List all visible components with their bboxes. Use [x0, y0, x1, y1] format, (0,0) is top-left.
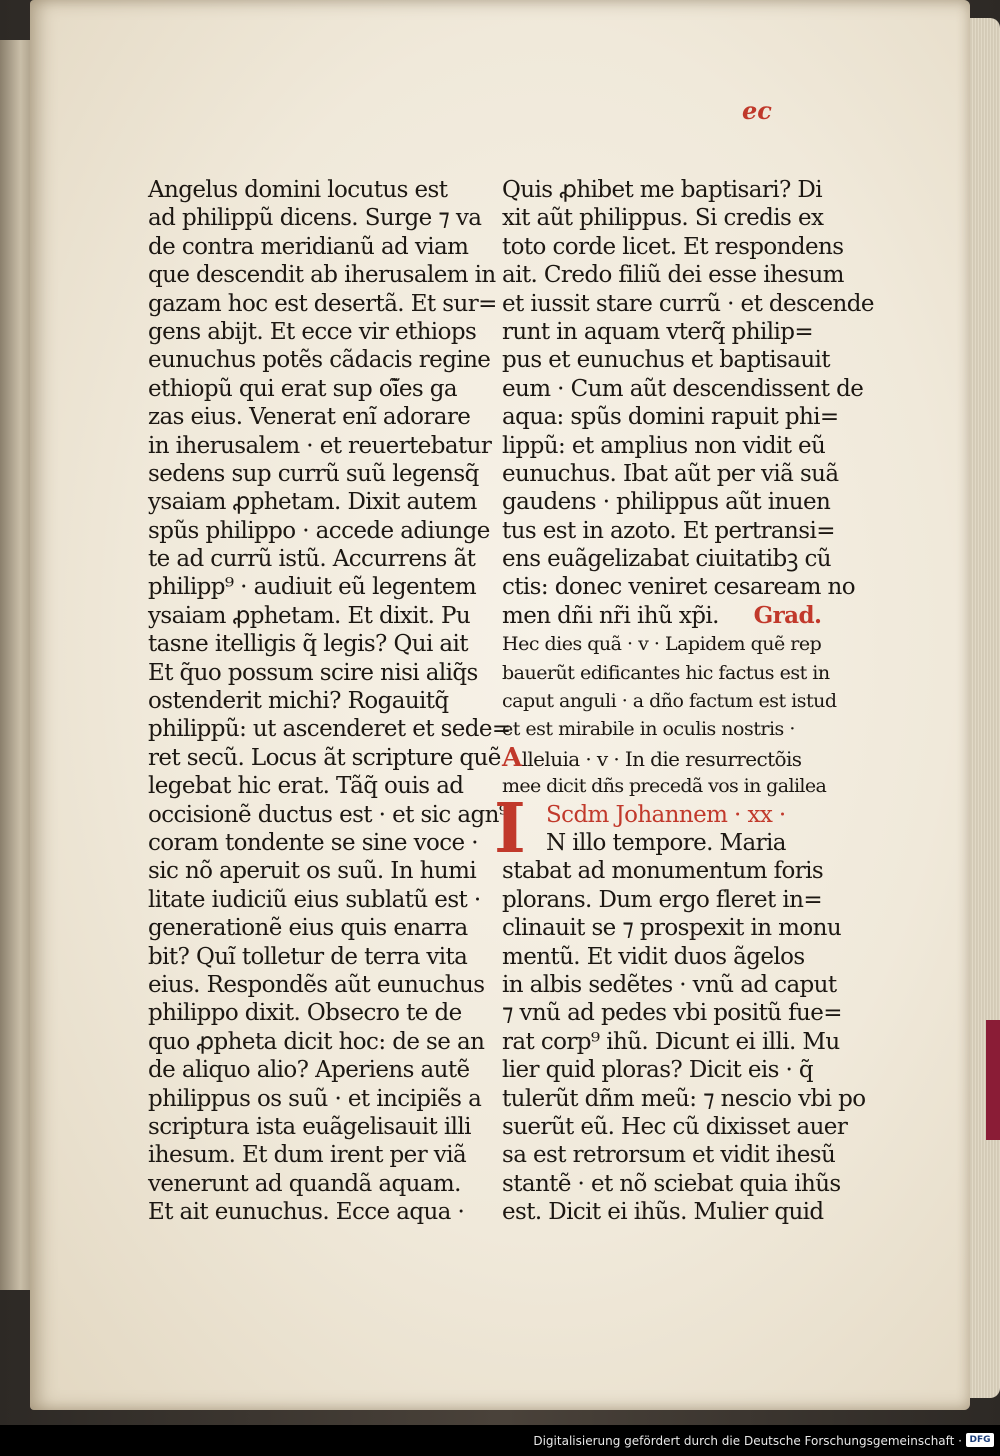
folio-number: ec: [742, 96, 772, 125]
text-line: toto corde licet. Et respondens: [502, 233, 844, 260]
text-line: Et q̃uo possum scire nisi aliq̃s: [148, 659, 478, 686]
text-line: est. Dicit ei ihũs. Mulier quid: [502, 1199, 824, 1226]
text-line: philippus os suũ · et incipiẽs a: [148, 1085, 482, 1112]
text-line: occisionẽ ductus est · et sic agn⁹: [148, 801, 508, 828]
text-line: philippo dixit. Obsecro te de: [148, 1000, 462, 1027]
text-line: stabat ad monumentum foris: [502, 858, 824, 885]
closing-text: men dñi nr̃i ihũ xp̃i.: [502, 602, 719, 629]
text-line: gens abijt. Et ecce vir ethiops: [148, 318, 477, 345]
text-line: zas eius. Venerat enĩ adorare: [148, 404, 471, 431]
right-text-column: [494, 176, 874, 1226]
text-line: Angelus domini locutus est: [148, 177, 448, 203]
text-line: gazam hoc est desertã. Et sur=: [148, 290, 497, 317]
alleluia-line-2: [502, 772, 827, 800]
gospel-initial: I: [494, 788, 526, 869]
text-line: gaudens · philippus aũt inuen: [502, 489, 831, 516]
text-line: ysaiam ꝓphetam. Dixit autem: [148, 489, 477, 516]
text-line: tulerũt dñm meũ: ⁊ nescio vbi po: [502, 1085, 866, 1112]
text-line: tasne itelligis q̃ legis? Qui ait: [148, 631, 468, 658]
alleluia-line-1: [502, 744, 802, 772]
text-line: pus et eunuchus et baptisauit: [502, 347, 830, 374]
alleluia-initial: A: [502, 742, 522, 773]
text-line: sa est retrorsum et vidit ihesũ: [502, 1142, 836, 1169]
text-line: ostenderit michi? Rogauitq̃: [148, 688, 449, 715]
text-line: ret secũ. Locus ãt scripture quẽ: [148, 744, 501, 771]
text-line: runt in aquam vterq̃ philip=: [502, 318, 814, 345]
left-page-edge: [0, 40, 34, 1290]
text-line: bauerũt edificantes hic factus est in: [502, 661, 830, 684]
alleluia-text-2: mee dicit dñs precedã vos in galilea: [502, 775, 827, 798]
text-line: in iherusalem · et reuertebatur: [148, 432, 492, 459]
gradual-closing-line: [502, 601, 822, 630]
text-line: in albis sedẽtes · vnũ ad caput: [502, 971, 837, 998]
text-line: rat corp⁹ ihũ. Dicunt ei illi. Mu: [502, 1028, 840, 1055]
text-line: suerũt eũ. Hec cũ dixisset auer: [502, 1113, 848, 1140]
text-line: litate iudiciũ eius sublatũ est ·: [148, 886, 481, 913]
text-line: philippũ: ut ascenderet et sede=: [148, 716, 511, 743]
gradual-label: Grad.: [753, 601, 822, 629]
text-line: sic nõ aperuit os suũ. In humi: [148, 858, 477, 885]
text-line: legebat hic erat. Tãq̃ ouis ad: [148, 773, 464, 800]
text-line: et est mirabile in oculis nostris ·: [502, 718, 795, 741]
text-line: eius. Respondẽs aũt eunuchus: [148, 971, 485, 998]
text-line: tus est in azoto. Et pertransi=: [502, 517, 835, 544]
manuscript-page: [30, 0, 970, 1410]
text-line: eum · Cum aũt descendissent de: [502, 375, 864, 402]
left-text-column: [148, 176, 511, 1226]
text-line: lippũ: et amplius non vidit eũ: [502, 432, 826, 459]
text-line: bit? Quĩ tolletur de terra vita: [148, 943, 468, 970]
footer-credit: Digitalisierung gefördert durch die Deutsche Forschungsgemeinschaft ·: [533, 1434, 962, 1448]
text-line: Quis ꝓhibet me baptisari? Di: [502, 177, 823, 203]
text-line: caput anguli · a dño factum est istud: [502, 690, 837, 713]
text-line: stantẽ · et nõ sciebat quia ihũs: [502, 1170, 841, 1197]
bookmark-ribbon: [986, 1020, 1000, 1140]
text-line: eunuchus. Ibat aũt per viã suã: [502, 460, 839, 487]
text-line: ysaiam ꝓphetam. Et dixit. Pu: [148, 602, 471, 629]
text-line: de aliquo alio? Aperiens autẽ: [148, 1057, 470, 1084]
text-line: quo ꝓpheta dicit hoc: de se an: [148, 1028, 485, 1055]
text-line: ait. Credo filiũ dei esse ihesum: [502, 262, 844, 289]
text-line: te ad currũ istũ. Accurrens ãt: [148, 546, 476, 573]
text-line: philipp⁹ · audiuit eũ legentem: [148, 574, 477, 601]
text-line: ctis: donec veniret cesaream no: [502, 574, 855, 601]
text-line: ethiopũ qui erat sup oĩ̃es ga: [148, 375, 458, 402]
gospel-heading: Scdm Johannem · xx ·: [546, 801, 786, 828]
text-line: N illo tempore. Maria: [546, 829, 786, 856]
text-line: ad philippũ dicens. Surge ⁊ va: [148, 205, 482, 232]
text-line: clinauit se ⁊ prospexit in monu: [502, 915, 842, 942]
text-line: generationẽ eius quis enarra: [148, 915, 468, 942]
text-line: scriptura ista euãgelisauit illi: [148, 1113, 471, 1140]
text-line: que descendit ab iherusalem in: [148, 262, 496, 289]
text-line: sedens sup currũ suũ legensq̃: [148, 460, 479, 487]
text-line: venerunt ad quandã aquam.: [148, 1170, 461, 1197]
dfg-logo-icon: DFG: [966, 1433, 994, 1447]
text-line: Hec dies quã · v · Lapidem quẽ rep: [502, 633, 822, 656]
text-line: mentũ. Et vidit duos ãgelos: [502, 943, 805, 970]
footer-bar: [0, 1425, 1000, 1456]
text-line: ihesum. Et dum irent per viã: [148, 1142, 467, 1169]
text-line: ens euãgelizabat ciuitatibꝫ cũ: [502, 546, 831, 573]
text-line: ⁊ vnũ ad pedes vbi positũ fue=: [502, 1000, 842, 1027]
text-line: Et ait eunuchus. Ecce aqua ·: [148, 1199, 465, 1226]
text-line: spũs philippo · accede adiunge: [148, 517, 490, 544]
text-line: xit aũt philippus. Si credis ex: [502, 205, 824, 232]
text-line: coram tondente se sine voce ·: [148, 829, 478, 856]
text-line: aqua: spũs domini rapuit phi=: [502, 404, 839, 431]
text-line: plorans. Dum ergo fleret in=: [502, 886, 823, 913]
alleluia-text-1: lleluia · v · In die resurrectõis: [521, 746, 802, 771]
text-line: lier quid ploras? Dicit eis · q̃: [502, 1057, 814, 1084]
text-line: et iussit stare currũ · et descende: [502, 290, 874, 317]
text-line: eunuchus potẽs cãdacis regine: [148, 347, 491, 374]
text-line: de contra meridianũ ad viam: [148, 233, 469, 260]
